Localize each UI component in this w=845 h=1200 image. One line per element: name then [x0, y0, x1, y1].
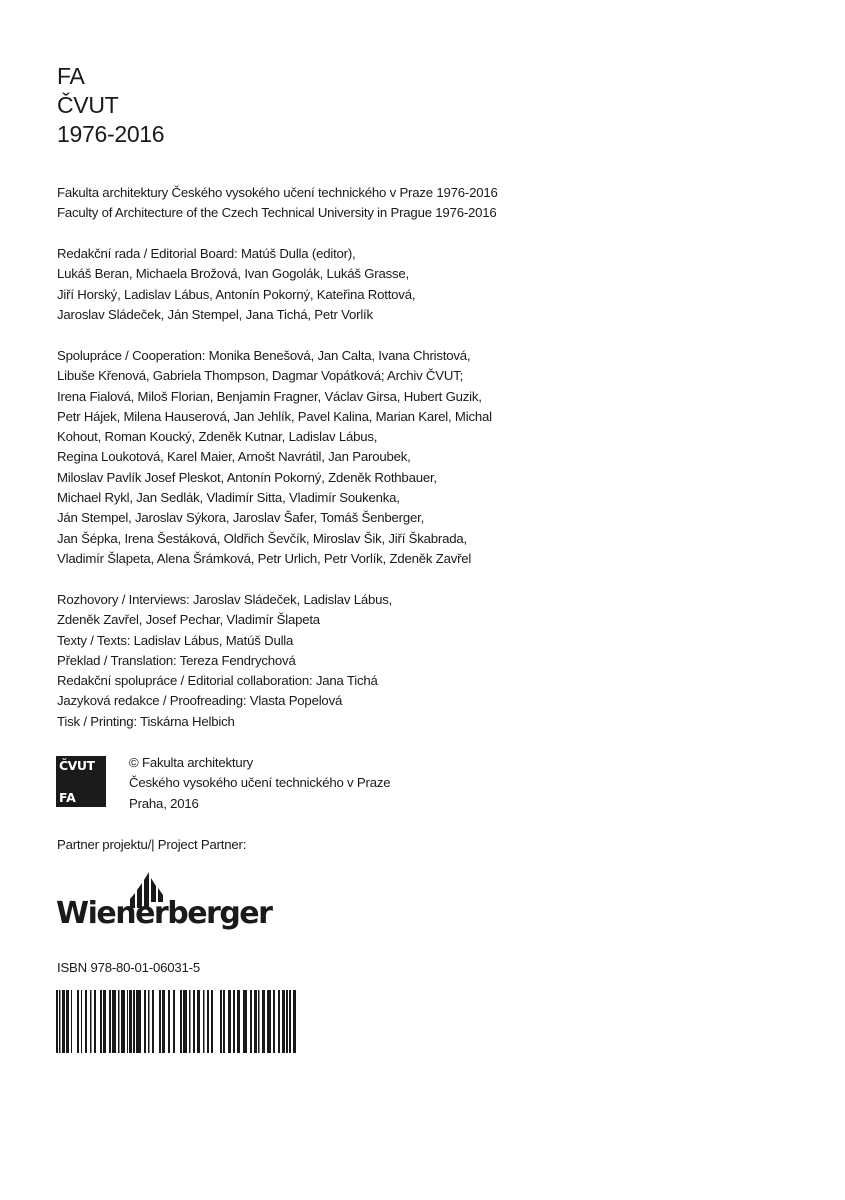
text-line: Jiří Horský, Ladislav Lábus, Antonín Pokorný, Kateřina Rottová, [57, 286, 416, 302]
text-line: Tisk / Printing: Tiskárna Helbich [57, 713, 235, 729]
barcode-bar [254, 990, 257, 1053]
barcode-bar [144, 990, 146, 1053]
barcode-bar [59, 990, 61, 1053]
title-line-years: 1976-2016 [57, 121, 165, 147]
barcode-bar [180, 990, 182, 1053]
credits-block [57, 590, 392, 732]
text-line: Irena Fialová, Miloš Florian, Benjamin Fragner, Václav Girsa, Hubert Guzik, [57, 388, 482, 404]
barcode-bar [258, 990, 260, 1053]
barcode-bar [250, 990, 252, 1053]
cover-title [57, 62, 164, 149]
barcode-bar [197, 990, 200, 1053]
logo-text-cvut: ČVUT [59, 758, 95, 773]
barcode-bar [71, 990, 72, 1053]
barcode-bar [94, 990, 96, 1053]
text-line: Redakční spolupráce / Editorial collaboration: Jana Tichá [57, 673, 378, 689]
text-line: Vladimír Šlapeta, Alena Šrámková, Petr Urlich, Petr Vorlík, Zdeněk Zavřel [57, 550, 472, 566]
barcode-bar [66, 990, 69, 1053]
barcode-bar [136, 990, 141, 1053]
cvut-fa-logo [56, 756, 106, 807]
logo-text-fa: FA [59, 790, 76, 805]
text-line: Texty / Texts: Ladislav Lábus, Matúš Dulla [57, 632, 294, 648]
text-line: Rozhovory / Interviews: Jaroslav Sládeček, Ladislav Lábus, [57, 592, 393, 607]
text-line: Kohout, Roman Koucký, Zdeněk Kutnar, Ladislav Lábus, [57, 429, 378, 445]
barcode-bar [289, 990, 291, 1053]
barcode-bar [233, 990, 235, 1053]
barcode-bar [220, 990, 222, 1053]
barcode-bar [148, 990, 150, 1053]
text-line: Jaroslav Sládeček, Ján Stempel, Jana Tichá, Petr Vorlík [57, 306, 373, 322]
barcode-bar [173, 990, 175, 1053]
text-line: Lukáš Beran, Michaela Brožová, Ivan Gogolák, Lukáš Grasse, [57, 266, 409, 282]
barcode-bar [189, 990, 191, 1053]
partner-label [57, 835, 246, 855]
title-line-cvut: ČVUT [57, 92, 119, 118]
text-line: Zdeněk Zavřel, Josef Pechar, Vladimír Šlapeta [57, 612, 320, 628]
isbn-label [57, 958, 200, 978]
text-line: Jan Šépka, Irena Šestáková, Oldřich Ševčík, Miroslav Šik, Jiří Škabrada, [57, 530, 467, 546]
barcode-bar [159, 990, 161, 1053]
barcode-bar [237, 990, 240, 1053]
barcode-bar [90, 990, 92, 1053]
barcode-bar [273, 990, 275, 1053]
text-line: Michael Rykl, Jan Sedlák, Vladimír Sitta, Vladimír Soukenka, [57, 490, 400, 506]
barcode-bar [243, 990, 247, 1053]
text-line: Libuše Křenová, Gabriela Thompson, Dagmar Vopátková; Archiv ČVUT; [57, 368, 464, 384]
barcode-bar [133, 990, 135, 1053]
barcode-bar [267, 990, 271, 1053]
text-line: Regina Loukotová, Karel Maier, Arnošt Navrátil, Jan Paroubek, [57, 449, 411, 465]
faculty-name-block [57, 183, 498, 224]
cooperation-block [57, 346, 492, 569]
text-line: © Fakulta architektury [129, 755, 254, 770]
barcode-bar [183, 990, 187, 1053]
barcode-bar [121, 990, 125, 1053]
barcode-bar [207, 990, 209, 1053]
faculty-name-cz: Fakulta architektury Českého vysokého učení technického v Praze 1976-2016 [57, 185, 498, 200]
text-line: Redakční rada / Editorial Board: Matúš Dulla (editor), [57, 246, 356, 261]
text-line: Miloslav Pavlík Josef Pleskot, Antonín Pokorný, Zdeněk Rothbauer, [57, 469, 437, 485]
barcode-bar [109, 990, 111, 1053]
barcode-bar [168, 990, 170, 1053]
wienerberger-logo: Wienerberger [56, 896, 272, 931]
barcode-bar [112, 990, 116, 1053]
barcode-bar [293, 990, 296, 1053]
barcode-bar [203, 990, 205, 1053]
barcode-bar [262, 990, 265, 1053]
text-line: Praha, 2016 [129, 795, 199, 811]
barcode-bar [286, 990, 288, 1053]
barcode-bar [81, 990, 82, 1053]
text-line: Petr Hájek, Milena Hauserová, Jan Jehlík, Pavel Kalina, Marian Karel, Michal [57, 408, 492, 424]
barcode-bar [278, 990, 280, 1053]
text-line: Ján Stempel, Jaroslav Sýkora, Jaroslav Šafer, Tomáš Šenberger, [57, 510, 425, 526]
faculty-name-en: Faculty of Architecture of the Czech Technical University in Prague 1976-2016 [57, 205, 497, 221]
barcode-bar [100, 990, 102, 1053]
text-line: Spolupráce / Cooperation: Monika Benešová, Jan Calta, Ivana Christová, [57, 348, 471, 363]
barcode-bar [62, 990, 65, 1053]
barcode-bar [56, 990, 58, 1053]
barcode-bar [85, 990, 87, 1053]
barcode-bar [223, 990, 225, 1053]
isbn-text: ISBN 978-80-01-06031-5 [57, 960, 200, 975]
text-line: Českého vysokého učení technického v Praze [129, 775, 391, 791]
text-line: Překlad / Translation: Tereza Fendrychová [57, 652, 296, 668]
copyright-block [129, 753, 390, 814]
barcode-bar [127, 990, 128, 1053]
barcode-bar [282, 990, 285, 1053]
isbn-barcode [56, 990, 298, 1053]
barcode-bar [77, 990, 79, 1053]
barcode-bar [228, 990, 231, 1053]
title-line-fa: FA [57, 63, 85, 89]
partner-label-text: Partner projektu/| Project Partner: [57, 837, 247, 852]
barcode-bar [103, 990, 106, 1053]
barcode-bar [193, 990, 195, 1053]
text-line: Jazyková redakce / Proofreading: Vlasta Popelová [57, 693, 343, 709]
barcode-bar [118, 990, 120, 1053]
barcode-bar [162, 990, 165, 1053]
editorial-board-block [57, 244, 415, 325]
barcode-bar [152, 990, 154, 1053]
barcode-bar [211, 990, 213, 1053]
barcode-bar [129, 990, 132, 1053]
